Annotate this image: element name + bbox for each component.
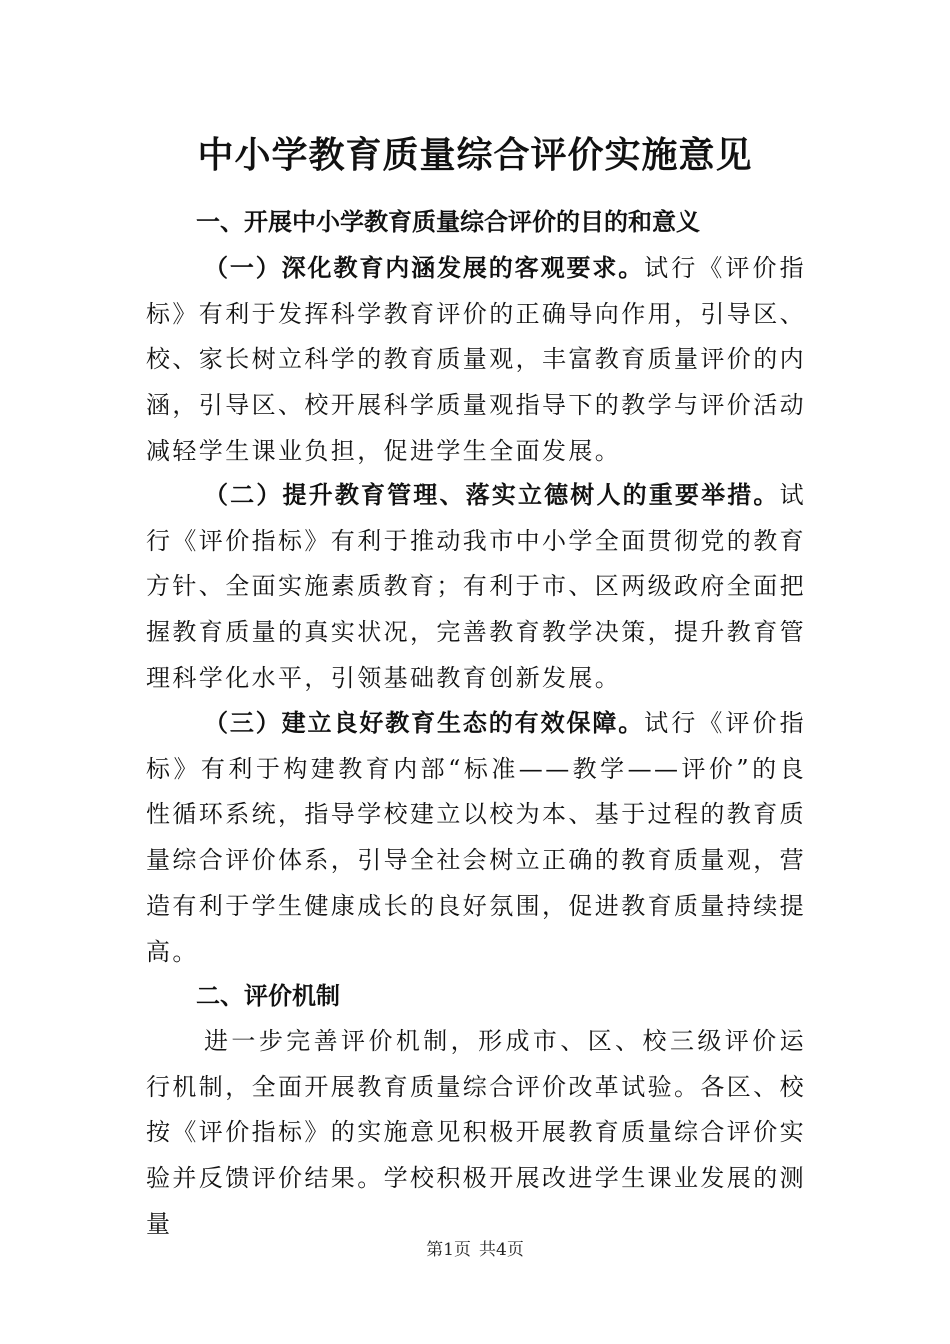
paragraph-2-lead: （二）提升教育管理、落实立德树人的重要举措。 xyxy=(204,481,780,509)
section-2-heading: 二、评价机制 xyxy=(196,982,340,1010)
document-title: 中小学教育质量综合评价实施意见 xyxy=(197,134,753,176)
paragraph-3-text: 试行《评价指标》有利于构建教育内部“标准——教学——评价”的良性循环系统，指导学校建立以校为本、基于过程的教育质量综合评价体系，引导全社会树立正确的教育质量观，营造有利于学生健康成长的良好氛围，促进教育质量持续提高。 xyxy=(146,709,806,966)
paragraph-1-text: 试行《评价指标》有利于发挥科学教育评价的正确导向作用，引导区、校、家长树立科学的教育质量观，丰富教育质量评价的内涵，引导区、校开展科学质量观指导下的教学与评价活动减轻学生课业负担，促进学生全面发展。 xyxy=(146,254,806,465)
section-1-paragraph-3 xyxy=(146,701,806,975)
section-2-paragraph: 进一步完善评价机制，形成市、区、校三级评价运行机制，全面开展教育质量综合评价改革试验。各区、校按《评价指标》的实施意见积极开展教育质量综合评价实验并反馈评价结果。学校积极开展改进学生课业发展的测量 xyxy=(146,1027,806,1238)
section-1-paragraph-1 xyxy=(146,246,806,475)
paragraph-2-text: 试行《评价指标》有利于推动我市中小学全面贯彻党的教育方针、全面实施素质教育；有利于市、区两级政府全面把握教育质量的真实状况，完善教育教学决策，提升教育管理科学化水平，引领基础教育创新发展。 xyxy=(146,481,806,692)
page-number: 第1页 xyxy=(426,1240,471,1260)
page-footer xyxy=(0,1238,950,1262)
section-1-heading: 一、开展中小学教育质量综合评价的目的和意义 xyxy=(196,208,700,236)
paragraph-3-lead: （三）建立良好教育生态的有效保障。 xyxy=(204,709,645,737)
paragraph-1-lead: （一）深化教育内涵发展的客观要求。 xyxy=(204,254,645,282)
section-1-paragraph-2 xyxy=(146,473,806,702)
page-total: 共4页 xyxy=(479,1240,524,1260)
